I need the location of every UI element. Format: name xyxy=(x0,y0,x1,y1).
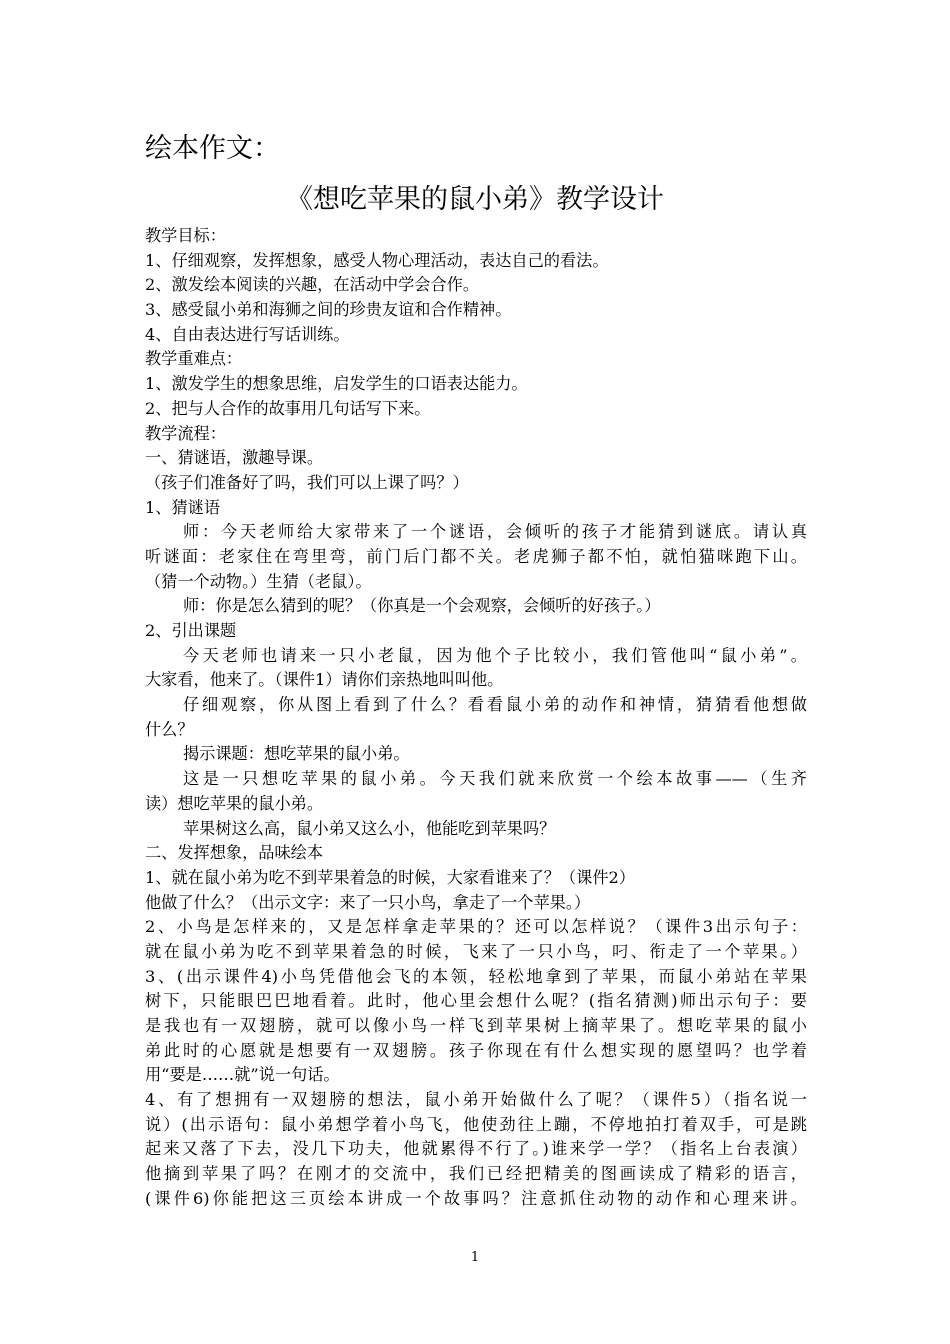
paragraph-line: 用“要是……就”说一句话。 xyxy=(145,1065,340,1085)
paragraph-line: 3、(出示课件4)小鸟凭借他会飞的本领，轻松地拿到了苹果，而鼠小弟站在苹果 xyxy=(145,966,807,986)
paragraph-line: 揭示课题：想吃苹果的鼠小弟。 xyxy=(183,744,410,764)
key-point-item: 2、把与人合作的故事用几句话写下来。 xyxy=(145,398,431,418)
paragraph-line: 树下，只能眼巴巴地看着。此时，他心里会想什么呢？(指名猜测)师出示句子：要 xyxy=(145,991,807,1011)
paragraph-line: （猜一个动物。）生猜（老鼠）。 xyxy=(145,571,372,591)
paragraph-line: 是我也有一双翅膀，就可以像小鸟一样飞到苹果树上摘苹果了。想吃苹果的鼠小 xyxy=(145,1016,807,1035)
procedure-step-heading: 二、发挥想象，品味绘本 xyxy=(145,843,324,863)
objective-item: 4、自由表达进行写话训练。 xyxy=(145,324,350,344)
document-heading: 绘本作文： xyxy=(145,133,280,164)
paragraph-line: 师：今天老师给大家带来了一个谜语，会倾听的孩子才能猜到谜底。请认真 xyxy=(183,522,807,542)
paragraph-line: 起来又落了下去，没几下功夫，他就累得不行了。)谁来学一学？（指名上台表演） xyxy=(145,1139,807,1159)
sub-step-heading: 2、引出课题 xyxy=(145,621,237,640)
paragraph-line: 2、小鸟是怎样来的，又是怎样拿走苹果的？还可以怎样说？（课件3出示句子： xyxy=(145,917,807,937)
paragraph-line: 这是一只想吃苹果的鼠小弟。今天我们就来欣赏一个绘本故事——（生齐 xyxy=(183,769,807,789)
paragraph-line: 师：你是怎么猜到的呢？（你真是一个会观察，会倾听的好孩子。） xyxy=(183,596,661,616)
paragraph-line: 读）想吃苹果的鼠小弟。 xyxy=(145,793,324,813)
document-body xyxy=(145,224,807,1212)
paragraph-line: 他摘到苹果了吗？在刚才的交流中，我们已经把精美的图画读成了精彩的语言， xyxy=(145,1164,807,1184)
page-number: 1 xyxy=(470,1250,480,1265)
paragraph-line: 弟此时的心愿就是想要有一双翅膀。孩子你现在有什么想实现的愿望吗？也学着 xyxy=(145,1040,807,1060)
paragraph-line: 就在鼠小弟为吃不到苹果着急的时候，飞来了一只小鸟，叼、衔走了一个苹果。） xyxy=(145,941,807,961)
paragraph-line: 4、有了想拥有一双翅膀的想法，鼠小弟开始做什么了呢？（课件5）（指名说一 xyxy=(145,1090,807,1110)
text-line: （孩子们准备好了吗，我们可以上课了吗？） xyxy=(145,472,469,492)
paragraph-line: 今天老师也请来一只小老鼠，因为他个子比较小，我们管他叫“鼠小弟”。 xyxy=(183,645,807,665)
section-heading-key-points: 教学重难点： xyxy=(145,349,243,369)
section-heading-objectives: 教学目标： xyxy=(145,226,226,245)
paragraph-line: 他做了什么？（出示文字：来了一只小鸟，拿走了一个苹果。） xyxy=(145,892,591,912)
paragraph-line: (课件6)你能把这三页绘本讲成一个故事吗？注意抓住动物的动作和心理来讲。 xyxy=(145,1188,807,1208)
sub-step-heading: 1、猜谜语 xyxy=(145,497,221,517)
key-point-item: 1、激发学生的想象思维，启发学生的口语表达能力。 xyxy=(145,374,528,394)
section-heading-procedure: 教学流程： xyxy=(145,423,226,443)
paragraph-line: 听谜面：老家住在弯里弯，前门后门都不关。老虎狮子都不怕，就怕猫咪跑下山。 xyxy=(145,546,807,566)
paragraph-line: 1、就在鼠小弟为吃不到苹果着急的时候，大家看谁来了？（课件2） xyxy=(145,867,636,887)
objective-item: 2、激发绘本阅读的兴趣，在活动中学会合作。 xyxy=(145,275,480,295)
objective-item: 3、感受鼠小弟和海狮之间的珍贵友谊和合作精神。 xyxy=(145,300,512,320)
paragraph-line: 说）(出示语句：鼠小弟想学着小鸟飞，他使劲往上蹦，不停地拍打着双手，可是跳 xyxy=(145,1114,807,1134)
paragraph-line: 仔细观察，你从图上看到了什么？看看鼠小弟的动作和神情，猜猜看他想做 xyxy=(183,695,807,715)
document-title: 《想吃苹果的鼠小弟》教学设计 xyxy=(286,184,664,215)
paragraph-line: 什么？ xyxy=(145,719,194,739)
procedure-step-heading: 一、猜谜语，激趣导课。 xyxy=(145,448,324,468)
paragraph-line: 大家看，他来了。（课件1）请你们亲热地叫叫他。 xyxy=(145,670,504,690)
paragraph-line: 苹果树这么高，鼠小弟又这么小，他能吃到苹果吗？ xyxy=(183,818,556,838)
objective-item: 1、仔细观察，发挥想象，感受人物心理活动，表达自己的看法。 xyxy=(145,250,609,270)
